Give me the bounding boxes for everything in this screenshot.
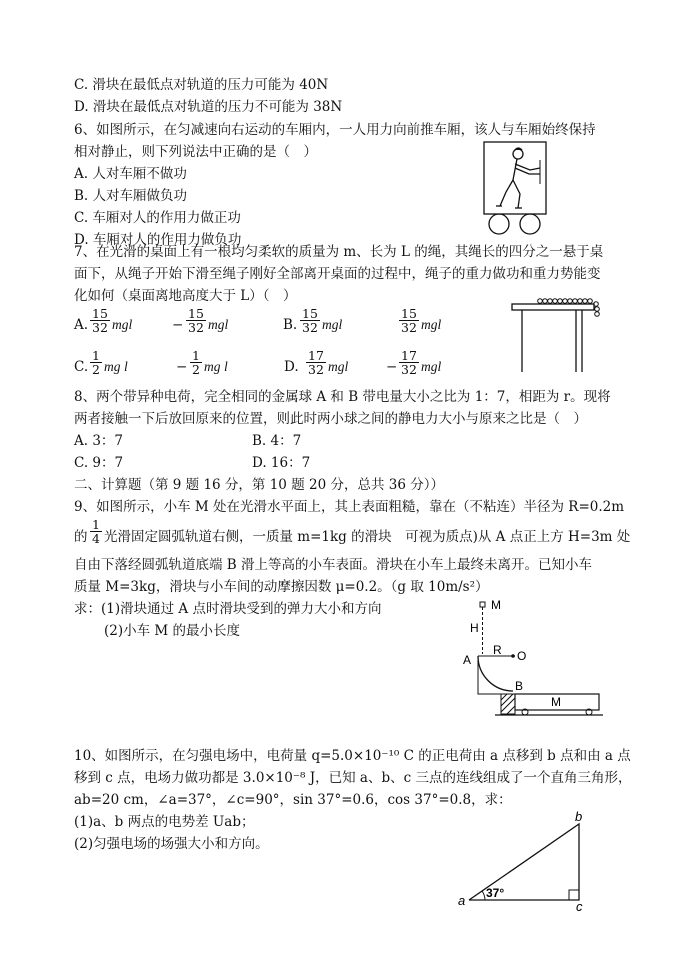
q10-label-a: a bbox=[458, 893, 466, 908]
q6-option-d: D. 车厢对人的作用力做负功 bbox=[74, 232, 242, 248]
q9-label-b: B bbox=[515, 679, 524, 693]
q7-d-frac1: $\frac{17}{32}$ bbox=[306, 349, 326, 376]
section-2-heading: 二、计算题（第 9 题 16 分，第 10 题 20 分，总共 36 分）） bbox=[74, 477, 444, 493]
q7-d-frac2: $\frac{17}{32}$ bbox=[399, 349, 419, 376]
q10-label-b: b bbox=[575, 809, 583, 824]
q9-question-1: 求：(1)滑块通过 A 点时滑块受到的弹力大小和方向 bbox=[74, 601, 382, 617]
q9-stem-line4: 质量 M=3kg，滑块与小车间的动摩擦因数 μ=0.2。（g 取 10m/s²） bbox=[74, 579, 489, 595]
person-pushing-icon bbox=[496, 148, 540, 208]
q10-label-c: c bbox=[576, 899, 583, 912]
q7-c-label: C. bbox=[74, 359, 89, 375]
q10-question-2: (2)匀强电场的场强大小和方向。 bbox=[74, 836, 269, 852]
q8-stem-line1: 8、两个带异种电荷，完全相同的金属球 A 和 B 带电量大小之比为 1：7，相距为 r。现将 bbox=[74, 389, 611, 405]
q7-b-mgl2: mgl bbox=[421, 317, 442, 332]
q7-d-mgl2: mgl bbox=[421, 359, 442, 374]
q7-d-mgl1: mgl bbox=[328, 359, 349, 374]
q7-a-minus: − bbox=[172, 317, 184, 333]
q8-option-d: D. 16：7 bbox=[252, 455, 311, 471]
q7-d-minus: − bbox=[386, 359, 398, 375]
q7-c-l1: l bbox=[124, 359, 128, 374]
q7-d-label: D. bbox=[284, 359, 299, 375]
q9-label-m-top: M bbox=[491, 598, 501, 612]
q7-stem-line3: 化如何（桌面离地高度大于 L）（ ） bbox=[74, 288, 297, 304]
q9-stem-line1: 9、如图所示，小车 M 处在光滑水平面上，其上表面粗糙，靠在（不粘连）半径为 R=0.2m bbox=[74, 499, 625, 515]
q7-a-frac2: $\frac{15}{32}$ bbox=[186, 307, 206, 334]
q9-stem-line2-start: 的 bbox=[74, 529, 88, 545]
q9-arc-cart-figure bbox=[455, 596, 605, 718]
q6-option-b: B. 人对车厢做负功 bbox=[74, 188, 188, 204]
q10-triangle-figure bbox=[455, 808, 595, 912]
q7-c-minus: − bbox=[176, 359, 188, 375]
q9-label-o: O bbox=[517, 649, 527, 663]
q6-stem-line2: 相对静止，则下列说法中正确的是（ ） bbox=[74, 144, 317, 160]
q6-option-a: A. 人对车厢不做功 bbox=[74, 166, 187, 182]
q7-c-mg2: mg bbox=[204, 359, 221, 374]
q8-stem-line2: 两者接触一下后放回原来的位置，则此时两小球之间的静电力大小与原来之比是（ ） bbox=[74, 411, 587, 427]
q10-stem-line1: 10、如图所示，在匀强电场中，电荷量 q=5.0×10⁻¹⁰ C 的正电荷由 a 点移到 b 点和由 a 点 bbox=[74, 748, 631, 764]
q7-a-mgl2: mgl bbox=[208, 317, 229, 332]
q7-b-frac2: $\frac{15}{32}$ bbox=[399, 307, 419, 334]
q10-stem-line2: 移到 c 点，电场力做功都是 3.0×10⁻⁸ J，已知 a、b、c 三点的连线组成了一个直角三角形， bbox=[74, 770, 632, 786]
q7-a-mgl1: mgl bbox=[112, 317, 133, 332]
q10-angle-label: 37° bbox=[486, 886, 505, 900]
q9-label-a: A bbox=[463, 653, 472, 667]
q8-option-a: A. 3：7 bbox=[74, 433, 124, 449]
q7-b-frac1: $\frac{15}{32}$ bbox=[300, 307, 320, 334]
q8-option-b: B. 4：7 bbox=[252, 433, 302, 449]
q7-a-frac1: $\frac{15}{32}$ bbox=[90, 307, 110, 334]
q10-stem-line3: ab=20 cm，∠a=37°，∠c=90°，sin 37°=0.6，cos 37°=0.8，求： bbox=[74, 792, 512, 808]
q7-a-label: A. bbox=[74, 317, 89, 333]
q9-question-2: (2)小车 M 的最小长度 bbox=[104, 623, 241, 639]
q6-stem-line1: 6、如图所示，在匀减速向右运动的车厢内，一人用力向前推车厢，该人与车厢始终保持 bbox=[74, 122, 596, 138]
q7-table-rope-figure bbox=[510, 296, 610, 376]
q7-c-frac2: $\frac{1}{2}$ bbox=[190, 349, 202, 376]
q6-option-c: C. 车厢对人的作用力做正功 bbox=[74, 210, 241, 226]
q7-c-frac1: $\frac{1}{2}$ bbox=[90, 349, 102, 376]
q7-c-mg1: mg bbox=[104, 359, 121, 374]
q7-c-l2: l bbox=[224, 359, 228, 374]
q9-stem-line3: 自由下落经圆弧轨道底端 B 滑上等高的小车表面。滑块在小车上最终未离开。已知小车 bbox=[74, 557, 593, 573]
q9-label-m-cart: M bbox=[551, 695, 561, 709]
q7-stem-line1: 7、在光滑的桌面上有一根均匀柔软的质量为 m、长为 L 的绳，其绳长的四分之一悬于桌 bbox=[74, 244, 604, 260]
q8-option-c: C. 9：7 bbox=[74, 455, 124, 471]
q9-label-h: H bbox=[470, 621, 479, 635]
q9-label-r: R bbox=[493, 643, 502, 657]
q7-b-mgl1: mgl bbox=[322, 317, 343, 332]
q9-quarter-fraction: $\frac{1}{4}$ bbox=[90, 518, 102, 545]
q5-option-d: D. 滑块在最低点对轨道的压力不可能为 38N bbox=[74, 99, 343, 115]
q10-question-1: (1)a、b 两点的电势差 Uab； bbox=[74, 814, 255, 830]
q9-stem-line2-rest: 光滑固定圆弧轨道右侧，一质量 m=1kg 的滑块 可视为质点)从 A 点正上方 H=3m 处 bbox=[104, 529, 631, 545]
q6-carriage-figure bbox=[482, 140, 550, 236]
q7-b-label: B. bbox=[283, 317, 298, 333]
q5-option-c: C. 滑块在最低点对轨道的压力可能为 40N bbox=[74, 77, 329, 93]
q7-stem-line2: 面下，从绳子开始下滑至绳子刚好全部离开桌面的过程中，绳子的重力做功和重力势能变 bbox=[74, 266, 601, 282]
